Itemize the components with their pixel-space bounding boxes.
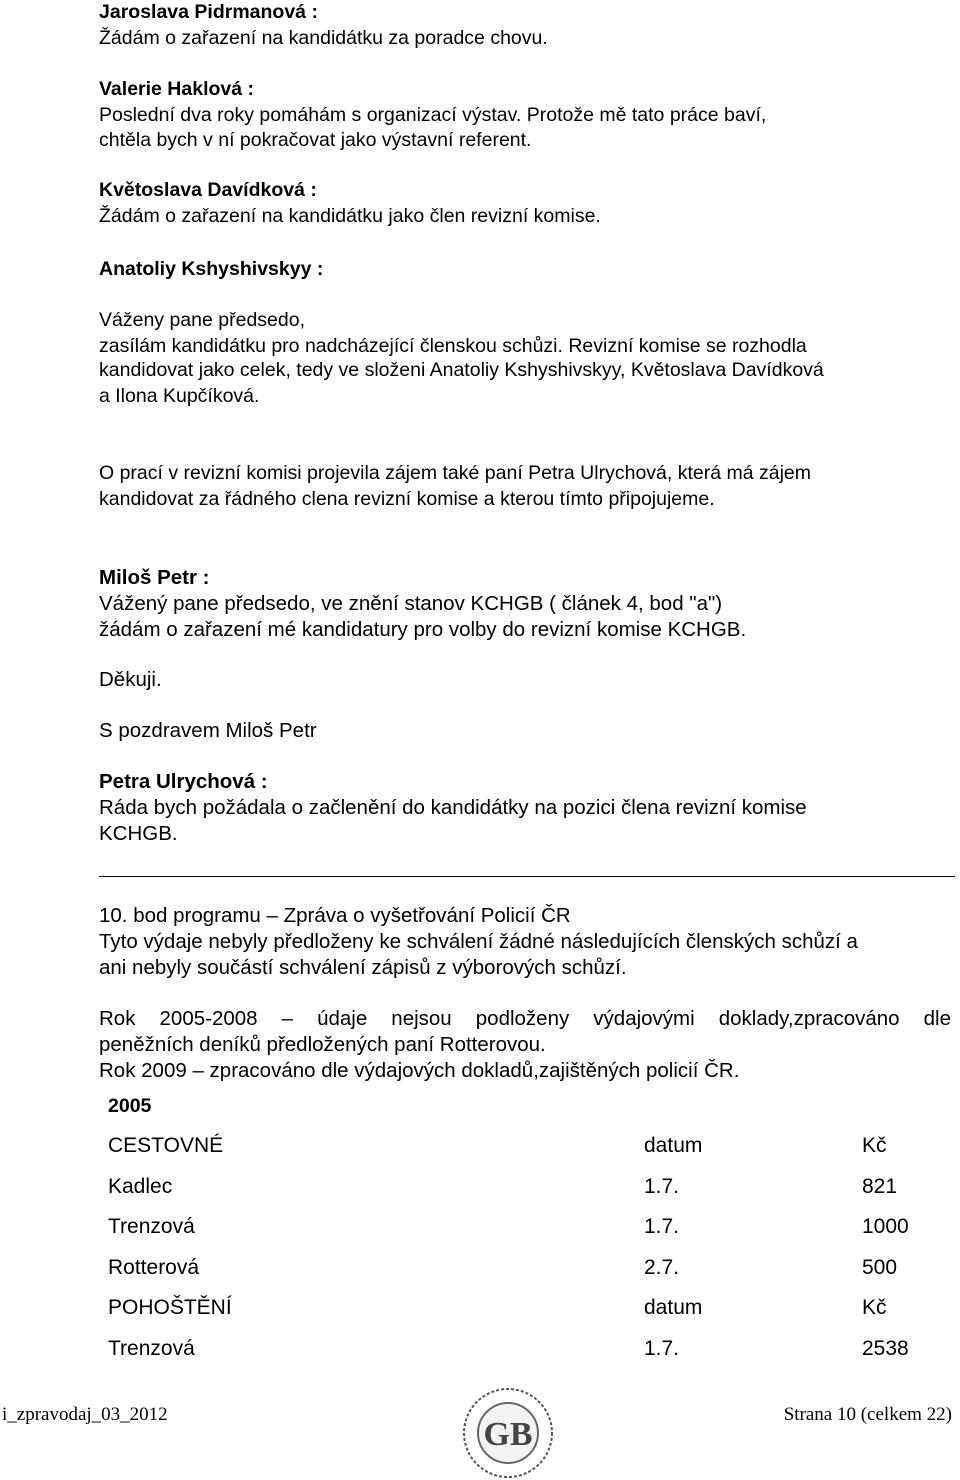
table-cell: datum (644, 1296, 703, 1320)
anatoliy-greeting (99, 308, 959, 334)
entry-petra (99, 769, 959, 847)
milos-regards (99, 718, 959, 744)
entry-name: Jaroslava Pidrmanová : (99, 1, 318, 23)
paragraph-line: O prací v revizní komisi projevila zájem také paní Petra Ulrychová, která má zájem (99, 462, 812, 484)
anatoliy-paragraph-2 (99, 461, 959, 512)
section-10 (99, 903, 959, 981)
table-cell: 1.7. (644, 1174, 680, 1198)
paragraph-line: zasílám kandidátku pro nadcházející členskou schůzi. Revizní komise se rozhodla (99, 335, 807, 357)
table-row (108, 1207, 938, 1248)
entry-valerie (99, 77, 959, 154)
table-cell: POHOŠTĚNÍ (108, 1296, 232, 1320)
table-cell: Kč (862, 1134, 887, 1158)
table-cell: 2.7. (644, 1255, 680, 1279)
table-cell: 1.7. (644, 1215, 680, 1239)
table-row (108, 1167, 938, 1208)
entry-name: Valerie Haklová : (99, 78, 255, 100)
greeting-line: Váženy pane předsedo, (99, 309, 305, 331)
section-text-line: ani nebyly součástí schválení zápisů z výborových schůzí. (99, 956, 627, 979)
year-label: 2005 (108, 1095, 152, 1117)
table-cell: 1.7. (644, 1336, 680, 1360)
milos-thanks (99, 667, 959, 693)
table-cell: 1000 (862, 1215, 909, 1239)
paragraph-line: kandidovat za řádného clena revizní komise a kterou tímto připojujeme. (99, 487, 715, 510)
table-cell: Kadlec (108, 1174, 173, 1198)
entry-text-line: chtěla bych v ní pokračovat jako výstavní referent. (99, 129, 532, 151)
table-cell: Kč (862, 1296, 887, 1320)
table-cell: CESTOVNÉ (108, 1134, 224, 1158)
entry-text-line: žádám o zařazení mé kandidatury pro volby do revizní komise KCHGB. (99, 618, 747, 641)
entry-text-line: KCHGB. (99, 822, 178, 845)
expenses-table (108, 1126, 938, 1369)
logo-monogram: GB (483, 1416, 533, 1453)
footer-page-number: Strana 10 (celkem 22) (783, 1404, 952, 1425)
entry-name: Petra Ulrychová : (99, 770, 268, 793)
table-cell: 500 (862, 1255, 898, 1279)
regards-line: S pozdravem Miloš Petr (99, 719, 317, 742)
entry-kvetoslava (99, 178, 959, 229)
section-text-line: peněžních deníků předložených paní Rotterovou. (99, 1033, 546, 1056)
entry-name: Miloš Petr : (99, 566, 210, 589)
anatoliy-paragraph-1-cont (99, 358, 959, 409)
table-row (108, 1329, 938, 1370)
thanks-line: Děkuji. (99, 668, 162, 691)
section-text-line: Tyto výdaje nebyly předloženy ke schválení žádné následujících členských schůzí a (99, 930, 858, 953)
table-row (108, 1288, 938, 1329)
table-row (108, 1248, 938, 1289)
horizontal-divider (99, 876, 955, 877)
entry-text-line: Poslední dva roky pomáhám s organizací výstav. Protože mě tato práce baví, (99, 103, 767, 126)
entry-name: Anatoliy Kshyshivskyy : (99, 258, 324, 280)
section-10-paragraph-2 (99, 1006, 951, 1084)
table-cell: 821 (862, 1174, 898, 1198)
section-text-line: Rok 2009 – zpracováno dle výdajových dokladů,zajištěných policií ČR. (99, 1059, 740, 1082)
paragraph-line: a Ilona Kupčíková. (99, 384, 260, 407)
entry-text-line: Ráda bych požádala o začlenění do kandidátky na pozici člena revizní komise (99, 796, 807, 819)
entry-milos (99, 565, 959, 643)
table-cell: Trenzová (108, 1336, 195, 1360)
section-text-line: Rok 2005-2008 – údaje nejsou podloženy výdajovými doklady,zpracováno dle (99, 1007, 951, 1030)
table-cell: Rotterová (108, 1255, 200, 1279)
table-year-heading (108, 1094, 960, 1120)
entry-name: Květoslava Davídková : (99, 179, 317, 201)
entry-jaroslava (99, 0, 959, 51)
entry-text-line: Žádám o zařazení na kandidátku za poradce chovu. (99, 26, 548, 49)
table-cell: 2538 (862, 1336, 909, 1360)
table-cell: Trenzová (108, 1215, 195, 1239)
entry-anatoliy-name (99, 257, 959, 283)
paragraph-line: kandidovat jako celek, tedy ve složeni Anatoliy Kshyshivskyy, Květoslava Davídková (99, 359, 824, 381)
footer-filename: i_zpravodaj_03_2012 (2, 1404, 168, 1425)
table-cell: datum (644, 1134, 703, 1158)
section-heading: 10. bod programu – Zpráva o vyšetřování Policií ČR (99, 904, 571, 927)
club-logo-seal (455, 1383, 561, 1479)
entry-text-line: Žádám o zařazení na kandidátku jako člen revizní komise. (99, 204, 601, 227)
table-row (108, 1126, 938, 1167)
anatoliy-paragraph-1 (99, 333, 959, 359)
entry-text-line: Vážený pane předsedo, ve znění stanov KCHGB ( článek 4, bod "a") (99, 592, 723, 615)
